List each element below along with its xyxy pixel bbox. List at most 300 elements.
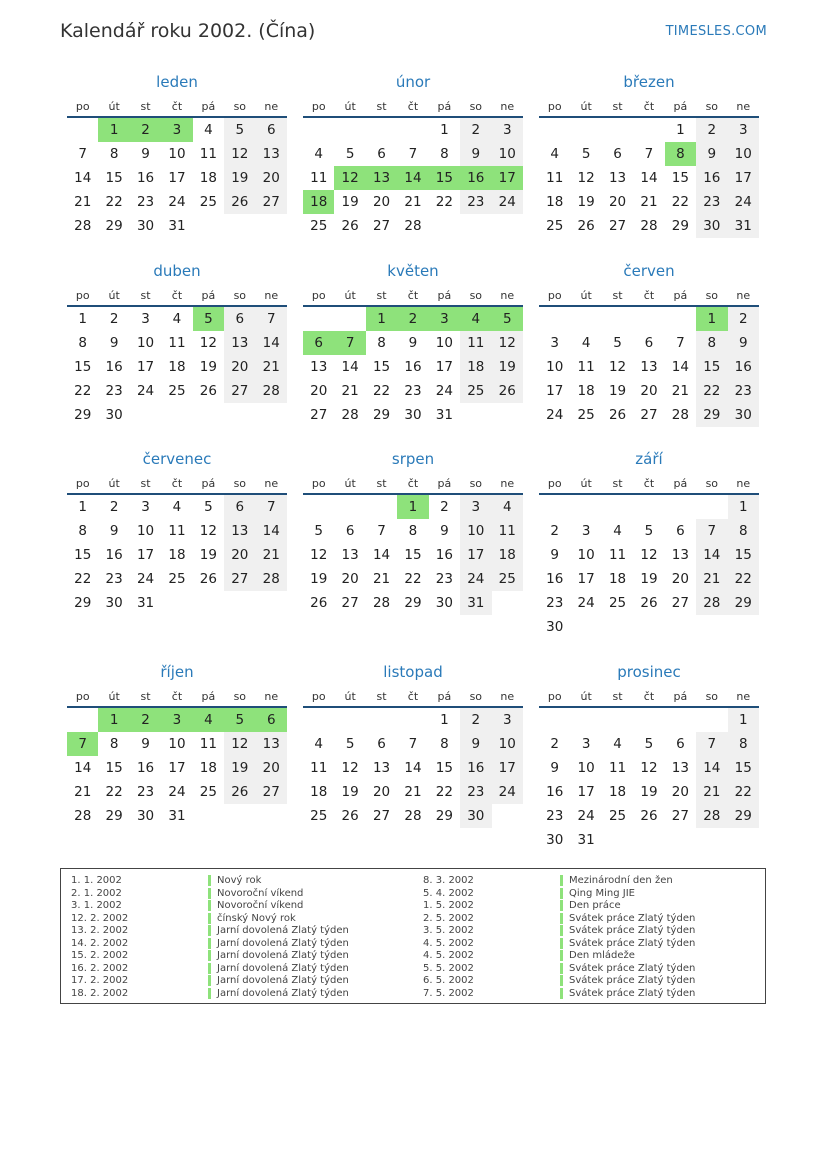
legend-date: 18. 2. 2002: [71, 987, 129, 999]
legend-description: Qing Ming JIE: [560, 888, 635, 899]
day-cell: 9: [550, 760, 559, 776]
day-cell: 20: [256, 756, 287, 780]
day-cell: 30: [728, 403, 759, 427]
day-cell: 30: [696, 214, 727, 238]
day-cell: 7: [78, 146, 87, 162]
month-březen: [539, 72, 759, 238]
empty-cell: [366, 708, 397, 732]
weekday-label: ne: [500, 477, 515, 490]
day-cell: 25: [460, 379, 491, 403]
day-grid: [67, 307, 287, 427]
day-cell: 22: [435, 194, 453, 210]
day-cell: 22: [372, 383, 391, 399]
day-cell: 28: [696, 804, 727, 828]
day-cell: 9: [109, 335, 119, 351]
day-cell: 19: [640, 571, 658, 587]
legend-row: [71, 988, 349, 1001]
day-cell: 9: [728, 331, 759, 355]
day-cell: 27: [372, 218, 391, 234]
weekday-label: út: [344, 100, 356, 113]
day-cell: 10: [728, 142, 759, 166]
day-cell: 30: [105, 595, 123, 611]
empty-cell: [303, 495, 334, 519]
weekday-label: st: [140, 100, 151, 113]
month-name: srpen: [391, 450, 435, 468]
day-cell: 11: [310, 760, 328, 776]
day-cell: 16: [136, 760, 155, 776]
day-cell: 4: [172, 499, 182, 515]
day-cell: 26: [341, 808, 359, 824]
day-cell: 10: [577, 760, 595, 776]
day-cell: 3: [141, 499, 150, 515]
day-cell: 5: [581, 146, 591, 162]
weekday-header: [67, 287, 287, 307]
day-cell: 23: [435, 571, 453, 587]
day-cell: 9: [408, 335, 418, 351]
month-name: červen: [623, 262, 675, 280]
day-grid: [539, 118, 759, 238]
day-cell: 17: [136, 547, 155, 563]
day-cell: 14: [397, 166, 428, 190]
day-cell: 13: [341, 547, 359, 563]
day-cell: 9: [141, 146, 150, 162]
day-cell: 6: [377, 146, 386, 162]
weekday-label: so: [469, 690, 483, 703]
day-cell: 28: [256, 379, 287, 403]
day-cell: 10: [136, 335, 155, 351]
day-cell: 27: [640, 407, 658, 423]
day-cell: 10: [168, 146, 186, 162]
day-cell: 27: [256, 780, 287, 804]
day-cell: 10: [136, 523, 155, 539]
day-cell: 22: [696, 379, 727, 403]
weekday-label: čt: [407, 100, 419, 113]
weekday-header: [303, 475, 523, 495]
day-cell: 24: [492, 190, 523, 214]
day-cell: 23: [696, 190, 727, 214]
day-cell: 21: [404, 194, 422, 210]
empty-cell: [696, 495, 727, 519]
legend-description: Jarní dovolená Zlatý týden: [208, 925, 349, 936]
empty-cell: [633, 307, 664, 331]
day-grid: [303, 495, 523, 615]
day-cell: 14: [256, 331, 287, 355]
day-cell: 21: [74, 784, 92, 800]
day-cell: 21: [372, 571, 391, 587]
day-cell: 5: [644, 736, 654, 752]
day-cell: 2: [130, 118, 161, 142]
day-cell: 18: [199, 760, 217, 776]
day-cell: 22: [435, 784, 453, 800]
day-cell: 5: [345, 146, 355, 162]
weekday-label: út: [580, 289, 592, 302]
day-cell: 21: [74, 194, 92, 210]
day-cell: 5: [644, 523, 654, 539]
day-cell: 27: [341, 595, 359, 611]
day-cell: 1: [728, 495, 759, 519]
day-cell: 29: [728, 804, 759, 828]
day-cell: 3: [492, 118, 523, 142]
day-cell: 31: [136, 595, 155, 611]
day-cell: 13: [224, 331, 255, 355]
day-cell: 17: [435, 359, 453, 375]
day-cell: 8: [109, 146, 119, 162]
weekday-label: st: [612, 690, 623, 703]
legend-date: 1. 1. 2002: [71, 875, 122, 886]
weekday-header: [303, 98, 523, 118]
day-cell: 15: [74, 359, 92, 375]
empty-cell: [602, 118, 633, 142]
day-cell: 25: [608, 808, 627, 824]
day-cell: 3: [492, 708, 523, 732]
day-cell: 1: [676, 122, 685, 138]
day-cell: 30: [136, 808, 155, 824]
month-name: leden: [156, 73, 198, 91]
weekday-label: ne: [264, 289, 279, 302]
weekday-label: ne: [736, 477, 751, 490]
weekday-label: pá: [437, 289, 452, 302]
day-cell: 1: [696, 307, 727, 331]
day-cell: 2: [696, 118, 727, 142]
weekday-label: pá: [201, 289, 216, 302]
empty-cell: [334, 307, 365, 331]
day-cell: 8: [696, 331, 727, 355]
day-cell: 30: [460, 804, 491, 828]
day-cell: 18: [199, 170, 217, 186]
month-prosinec: [539, 662, 759, 852]
day-cell: 17: [492, 166, 523, 190]
day-cell: 7: [644, 146, 654, 162]
legend-date: 5. 5. 2002: [423, 962, 474, 974]
day-cell: 13: [671, 760, 689, 776]
day-cell: 26: [224, 780, 255, 804]
legend-row: [423, 875, 695, 888]
day-cell: 3: [728, 118, 759, 142]
day-cell: 26: [640, 808, 658, 824]
weekday-label: so: [705, 289, 719, 302]
legend-row: [423, 975, 695, 988]
day-cell: 29: [74, 595, 92, 611]
day-cell: 1: [728, 708, 759, 732]
legend-description: Svátek práce Zlatý týden: [560, 988, 695, 999]
day-cell: 23: [460, 190, 491, 214]
empty-cell: [633, 708, 664, 732]
weekday-label: út: [108, 690, 120, 703]
day-cell: 7: [676, 335, 685, 351]
legend-description: Novoroční víkend: [208, 900, 303, 911]
day-cell: 9: [460, 142, 491, 166]
day-cell: 24: [577, 595, 595, 611]
legend-description: Svátek práce Zlatý týden: [560, 975, 695, 986]
day-cell: 29: [74, 407, 92, 423]
weekday-label: út: [580, 477, 592, 490]
day-cell: 18: [460, 355, 491, 379]
day-cell: 30: [105, 407, 123, 423]
legend-date: 4. 5. 2002: [423, 937, 474, 949]
weekday-label: so: [233, 477, 247, 490]
month-únor: [303, 72, 523, 238]
day-cell: 7: [696, 519, 727, 543]
weekday-header: [67, 688, 287, 708]
weekday-label: st: [612, 477, 623, 490]
weekday-label: st: [140, 289, 151, 302]
day-cell: 8: [78, 523, 87, 539]
day-cell: 12: [577, 170, 595, 186]
legend-date: 13. 2. 2002: [71, 925, 129, 936]
day-cell: 8: [665, 142, 696, 166]
day-cell: 13: [224, 519, 255, 543]
day-cell: 7: [696, 732, 727, 756]
day-cell: 25: [608, 595, 627, 611]
day-cell: 13: [256, 142, 287, 166]
day-cell: 18: [577, 383, 595, 399]
day-cell: 21: [341, 383, 359, 399]
legend-description: Jarní dovolená Zlatý týden: [208, 963, 349, 974]
day-cell: 24: [546, 407, 564, 423]
day-cell: 30: [546, 619, 564, 635]
day-cell: 12: [608, 359, 627, 375]
empty-cell: [602, 307, 633, 331]
day-cell: 6: [676, 736, 685, 752]
weekday-label: út: [344, 289, 356, 302]
day-cell: 2: [460, 118, 491, 142]
day-cell: 13: [310, 359, 328, 375]
legend-description: Svátek práce Zlatý týden: [560, 963, 695, 974]
day-cell: 31: [728, 214, 759, 238]
day-cell: 8: [78, 335, 87, 351]
weekday-label: čt: [171, 100, 183, 113]
weekday-label: st: [376, 100, 387, 113]
weekday-label: so: [469, 289, 483, 302]
month-name: říjen: [160, 663, 194, 681]
day-cell: 19: [199, 547, 217, 563]
day-cell: 5: [345, 736, 355, 752]
day-cell: 2: [728, 307, 759, 331]
day-cell: 1: [397, 495, 428, 519]
day-grid: [539, 495, 759, 639]
day-cell: 25: [199, 194, 217, 210]
weekday-label: ne: [500, 690, 515, 703]
day-cell: 6: [345, 523, 355, 539]
weekday-label: so: [233, 100, 247, 113]
empty-cell: [397, 708, 428, 732]
legend-date: 14. 2. 2002: [71, 937, 129, 949]
day-cell: 9: [109, 523, 119, 539]
day-cell: 9: [141, 736, 150, 752]
day-cell: 10: [435, 335, 453, 351]
day-cell: 5: [224, 708, 255, 732]
day-cell: 15: [404, 547, 422, 563]
day-cell: 12: [334, 166, 365, 190]
day-cell: 22: [74, 571, 92, 587]
day-cell: 22: [728, 780, 759, 804]
day-cell: 6: [303, 331, 334, 355]
day-grid: [539, 307, 759, 427]
day-cell: 6: [256, 118, 287, 142]
day-cell: 12: [492, 331, 523, 355]
day-cell: 8: [440, 146, 449, 162]
day-cell: 18: [303, 190, 334, 214]
day-cell: 21: [256, 355, 287, 379]
month-name: březen: [623, 73, 675, 91]
day-cell: 18: [168, 359, 186, 375]
day-cell: 24: [136, 383, 155, 399]
day-cell: 15: [435, 760, 453, 776]
day-cell: 4: [550, 146, 559, 162]
day-cell: 22: [404, 571, 422, 587]
day-grid: [539, 708, 759, 852]
day-cell: 4: [314, 146, 323, 162]
weekday-label: pá: [437, 477, 452, 490]
day-cell: 21: [640, 194, 658, 210]
weekday-header: [539, 688, 759, 708]
day-cell: 19: [310, 571, 328, 587]
day-cell: 10: [492, 142, 523, 166]
day-cell: 1: [78, 499, 87, 515]
day-cell: 23: [728, 379, 759, 403]
empty-cell: [334, 118, 365, 142]
legend-description: Nový rok: [208, 875, 261, 886]
day-cell: 14: [640, 170, 658, 186]
day-cell: 14: [372, 547, 391, 563]
weekday-label: ne: [736, 100, 751, 113]
day-cell: 30: [404, 407, 422, 423]
day-cell: 22: [105, 784, 123, 800]
weekday-label: so: [705, 477, 719, 490]
day-cell: 4: [193, 708, 224, 732]
empty-cell: [570, 495, 601, 519]
month-listopad: [303, 662, 523, 828]
day-cell: 25: [168, 571, 186, 587]
empty-cell: [334, 708, 365, 732]
weekday-label: čt: [643, 100, 655, 113]
legend-description: čínský Nový rok: [208, 913, 296, 924]
weekday-label: pá: [673, 477, 688, 490]
day-cell: 2: [397, 307, 428, 331]
day-cell: 20: [224, 355, 255, 379]
weekday-label: po: [547, 477, 562, 490]
day-cell: 27: [671, 595, 689, 611]
day-cell: 23: [546, 808, 564, 824]
weekday-label: po: [75, 100, 90, 113]
day-cell: 28: [404, 808, 422, 824]
day-cell: 16: [546, 571, 564, 587]
day-cell: 11: [492, 519, 523, 543]
day-grid: [67, 118, 287, 238]
legend-date: 6. 5. 2002: [423, 975, 474, 986]
day-cell: 27: [224, 379, 255, 403]
day-cell: 16: [105, 547, 123, 563]
day-cell: 18: [546, 194, 564, 210]
day-cell: 8: [728, 519, 759, 543]
day-cell: 2: [550, 523, 559, 539]
day-cell: 16: [460, 166, 491, 190]
day-cell: 16: [435, 547, 453, 563]
day-cell: 26: [310, 595, 328, 611]
day-cell: 17: [728, 166, 759, 190]
empty-cell: [539, 118, 570, 142]
day-cell: 13: [256, 732, 287, 756]
day-cell: 9: [460, 732, 491, 756]
legend-date: 8. 3. 2002: [423, 875, 474, 886]
day-cell: 25: [546, 218, 564, 234]
day-cell: 24: [168, 194, 186, 210]
weekday-label: út: [580, 690, 592, 703]
weekday-label: út: [108, 477, 120, 490]
day-cell: 29: [372, 407, 391, 423]
day-cell: 23: [105, 571, 123, 587]
day-cell: 28: [372, 595, 391, 611]
day-cell: 5: [314, 523, 323, 539]
day-cell: 11: [608, 547, 627, 563]
legend-row: [423, 950, 695, 963]
day-cell: 19: [492, 355, 523, 379]
weekday-label: čt: [407, 289, 419, 302]
day-grid: [303, 708, 523, 828]
day-cell: 2: [440, 499, 449, 515]
day-cell: 4: [204, 122, 213, 138]
weekday-label: po: [311, 100, 326, 113]
legend-description: Mezinárodní den žen: [560, 875, 673, 886]
day-cell: 25: [577, 407, 595, 423]
weekday-label: st: [140, 477, 151, 490]
day-cell: 14: [341, 359, 359, 375]
weekday-label: út: [344, 690, 356, 703]
day-cell: 6: [224, 307, 255, 331]
day-cell: 2: [109, 311, 119, 327]
day-cell: 23: [404, 383, 422, 399]
weekday-label: st: [376, 289, 387, 302]
weekday-label: ne: [500, 289, 515, 302]
weekday-label: so: [705, 100, 719, 113]
weekday-label: po: [547, 100, 562, 113]
day-cell: 31: [577, 832, 595, 848]
legend-description: Jarní dovolená Zlatý týden: [208, 950, 349, 961]
day-cell: 20: [341, 571, 359, 587]
weekday-label: st: [376, 477, 387, 490]
weekday-label: ne: [264, 477, 279, 490]
day-cell: 5: [224, 118, 255, 142]
empty-cell: [696, 708, 727, 732]
brand-link[interactable]: TIMESLES.COM: [665, 24, 767, 39]
day-cell: 20: [671, 784, 689, 800]
day-cell: 17: [546, 383, 564, 399]
empty-cell: [570, 708, 601, 732]
day-grid: [67, 708, 287, 828]
day-cell: 7: [408, 146, 418, 162]
day-grid: [303, 307, 523, 427]
day-cell: 8: [109, 736, 119, 752]
day-grid: [67, 495, 287, 615]
day-cell: 22: [671, 194, 689, 210]
day-cell: 6: [256, 708, 287, 732]
weekday-label: po: [311, 477, 326, 490]
day-cell: 16: [460, 756, 491, 780]
weekday-label: čt: [643, 289, 655, 302]
day-cell: 15: [671, 170, 689, 186]
weekday-label: út: [580, 100, 592, 113]
day-cell: 17: [168, 170, 186, 186]
day-cell: 22: [105, 194, 123, 210]
day-cell: 7: [67, 732, 98, 756]
empty-cell: [67, 118, 98, 142]
weekday-label: pá: [201, 100, 216, 113]
month-duben: [67, 261, 287, 427]
day-cell: 6: [644, 335, 654, 351]
legend-date: 2. 5. 2002: [423, 912, 474, 924]
day-cell: 20: [256, 166, 287, 190]
day-cell: 14: [256, 519, 287, 543]
